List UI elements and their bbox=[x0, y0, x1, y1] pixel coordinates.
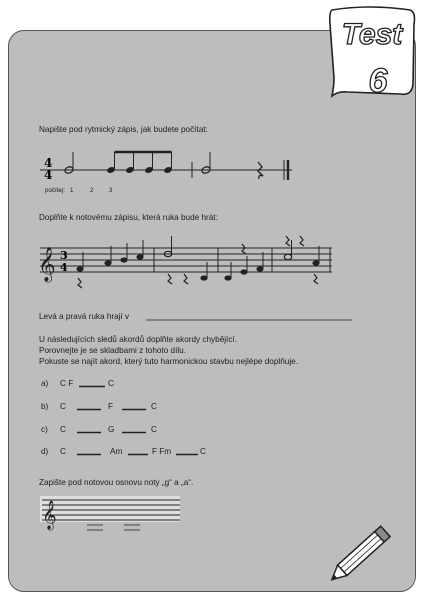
count-3: 3 bbox=[109, 187, 113, 194]
row-d-blank-2[interactable] bbox=[128, 453, 148, 456]
count-1: 1 bbox=[70, 187, 74, 194]
count-2: 2 bbox=[90, 187, 94, 194]
row-c-chord-3: C bbox=[151, 425, 157, 434]
row-b-letter: b) bbox=[41, 402, 49, 411]
badge-word: Test bbox=[341, 18, 403, 51]
count-label: počítej: bbox=[45, 187, 65, 194]
row-c-chord-1: C bbox=[60, 425, 66, 434]
row-b-chord-1: C bbox=[60, 402, 66, 411]
row-c-chord-2: G bbox=[108, 425, 115, 434]
rhythm-staff bbox=[36, 148, 296, 188]
task4-instruction: Zapište pod notovou osnovu noty „g“ a „a“. bbox=[39, 478, 194, 487]
svg-text:𝄞: 𝄞 bbox=[38, 247, 56, 282]
row-d-chord-1: C bbox=[60, 447, 66, 456]
time-sig-bottom: 4 bbox=[44, 168, 53, 182]
row-a-letter: a) bbox=[41, 379, 49, 388]
task3-intro-1: U následujících sledů akordů doplňte akordy chybějící. bbox=[39, 335, 237, 344]
row-a-chords-1: C F bbox=[60, 379, 74, 388]
badge-number: 6 bbox=[368, 62, 388, 100]
test-badge bbox=[318, 4, 418, 100]
row-d-chord-4: C bbox=[200, 447, 206, 456]
task3-intro-2: Porovnejte je se skladbami z tohoto dílu. bbox=[39, 346, 187, 355]
task1-instruction: Napište pod rytmický zápis, jak budete počítat: bbox=[39, 125, 208, 134]
row-d-chord-3: F Fm bbox=[152, 447, 172, 456]
row-d-blank-1[interactable] bbox=[77, 453, 101, 456]
row-c-blank-2[interactable] bbox=[122, 431, 146, 434]
row-d-blank-3[interactable] bbox=[176, 453, 198, 456]
row-b-blank-2[interactable] bbox=[122, 408, 146, 411]
row-a-chords-2: C bbox=[108, 379, 114, 388]
row-d-letter: d) bbox=[41, 447, 49, 456]
row-d-chord-2: Am bbox=[110, 447, 123, 456]
row-b-blank-1[interactable] bbox=[77, 408, 101, 411]
row-c-blank-1[interactable] bbox=[77, 431, 101, 434]
pencil-icon bbox=[320, 520, 400, 594]
hands-prompt: Levá a pravá ruka hrají v bbox=[39, 312, 130, 321]
row-b-chord-2: F bbox=[108, 402, 114, 411]
task3-intro-3: Pokuste se najít akord, který tuto harmonickou stavbu nejlépe doplňuje. bbox=[39, 357, 298, 366]
row-c-letter: c) bbox=[41, 425, 48, 434]
notes-staff[interactable] bbox=[40, 496, 190, 540]
melody-time-sig-top: 3 bbox=[60, 249, 68, 262]
row-b-chord-3: C bbox=[151, 402, 157, 411]
row-a-blank[interactable] bbox=[79, 385, 105, 388]
svg-text:𝄞: 𝄞 bbox=[42, 500, 57, 529]
melody-staff bbox=[38, 232, 338, 292]
task2-instruction: Doplňte k notovému zápisu, která ruka bude hrát: bbox=[39, 213, 218, 222]
time-sig-top: 4 bbox=[44, 156, 53, 170]
melody-time-sig-bottom: 4 bbox=[60, 261, 68, 274]
hands-answer-line[interactable] bbox=[146, 318, 352, 322]
